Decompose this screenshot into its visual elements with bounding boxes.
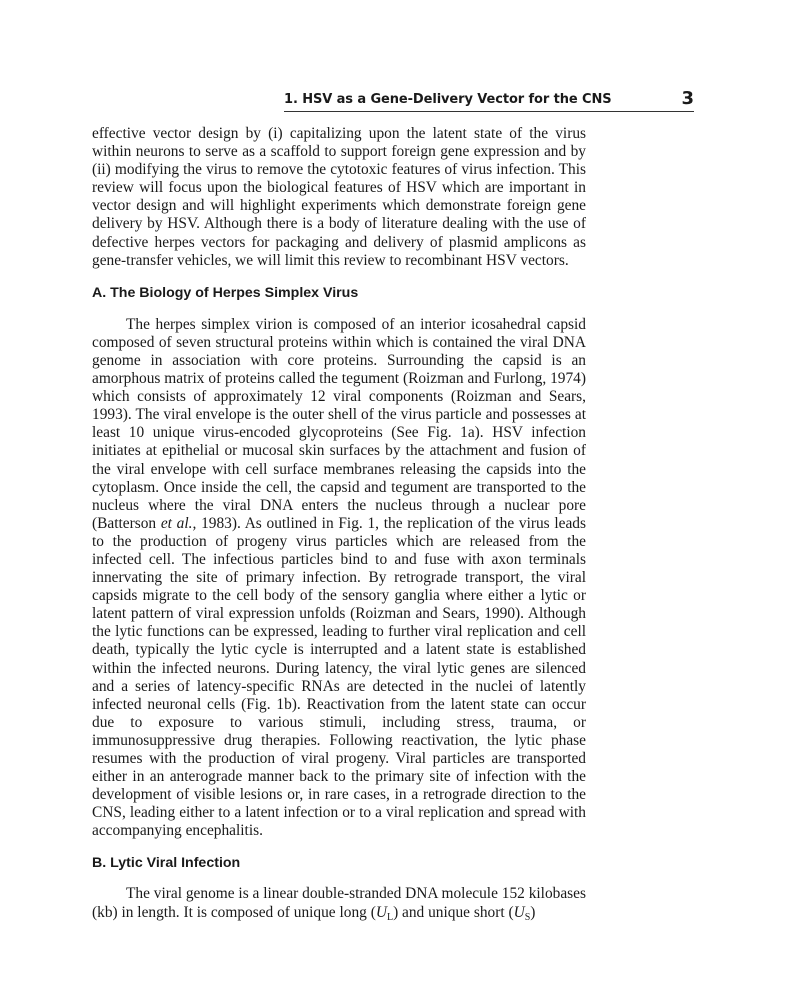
page-body (92, 125, 586, 927)
section-b-text-3: ) (530, 903, 536, 921)
section-b-text-1: The viral genome is a linear double-stranded DNA molecule 152 kilobases (kb) in length. It is composed of unique long ( (92, 885, 586, 921)
running-title: 1. HSV as a Gene-Delivery Vector for the CNS (284, 92, 612, 107)
running-head (92, 88, 696, 112)
section-b-paragraph (92, 885, 586, 926)
section-a-paragraph (92, 316, 586, 841)
et-al-citation: et al., (160, 514, 197, 532)
section-a-text-2: 1983). As outlined in Fig. 1, the replication of the virus leads to the production of progeny virus particles which are released from the infected cell. The infectious particles bind to and fuse with axon terminals innervating the site of primary infection. By retrograde transport, the viral capsids migrate to the cell body of the sensory ganglia where either a lytic or latent pattern of viral expression unfolds (Roizman and Sears, 1990). Although the lytic functions can be expressed, leading to further viral replication and cell death, typically the lytic cycle is interrupted and a latent state is established within the infected neurons. During latency, the viral lytic genes are silenced and a series of latency-specific RNAs are detected in the nuclei of latently infected neuronal cells (Fig. 1b). Reactivation from the latent state can occur due to exposure to various stimuli, including stress, trauma, or immunosuppressive drug therapies. Following reactivation, the lytic phase resumes with the production of viral progeny. Viral particles are transported either in an anterograde manner back to the primary site of infection with the development of visible lesions or, in rare cases, in a retrograde direction to the CNS, leading either to a latent infection or to a viral replication and spread with accompanying encephalitis. (92, 514, 586, 840)
unique-long-symbol: $U_L$ (375, 903, 394, 923)
intro-paragraph: effective vector design by (i) capitalizing upon the latent state of the virus within neurons to serve as a scaffold to support foreign gene expression and by (ii) modifying the virus to remove the cytotoxic features of virus infection. This review will focus upon the biological features of HSV which are important in vector design and will highlight experiments which demonstrate foreign gene delivery by HSV. Although there is a body of literature dealing with the use of defective herpes vectors for packaging and delivery of plasmid amplicons as gene-transfer vehicles, we will limit this review to recombinant HSV vectors. (92, 125, 586, 269)
section-b-text-2: ) and unique short ( (393, 903, 514, 921)
section-b-heading: B. Lytic Viral Infection (92, 855, 241, 872)
header-rule (284, 111, 694, 112)
section-a-text-1: The herpes simplex virion is composed of an interior icosahedral capsid composed of seven structural proteins within which is contained the viral DNA genome in association with core proteins. Surrounding the capsid is an amorphous matrix of proteins called the tegument (Roizman and Furlong, 1974) which consists of approximately 12 viral components (Roizman and Sears, 1993). The viral envelope is the outer shell of the virus particle and possesses at least 10 unique virus-encoded glycoproteins (See Fig. 1a). HSV infection initiates at epithelial or mucosal skin surfaces by the attachment and fusion of the viral envelope with cell surface membranes releasing the capsids into the cytoplasm. Once inside the cell, the capsid and tegument are transported to the nucleus where the viral DNA enters the nucleus through a nuclear pore (Batterson (92, 315, 586, 532)
unique-short-symbol: $U_S$ (513, 903, 531, 923)
page-number: 3 (681, 88, 694, 109)
section-a-heading: A. The Biology of Herpes Simplex Virus (92, 284, 359, 301)
